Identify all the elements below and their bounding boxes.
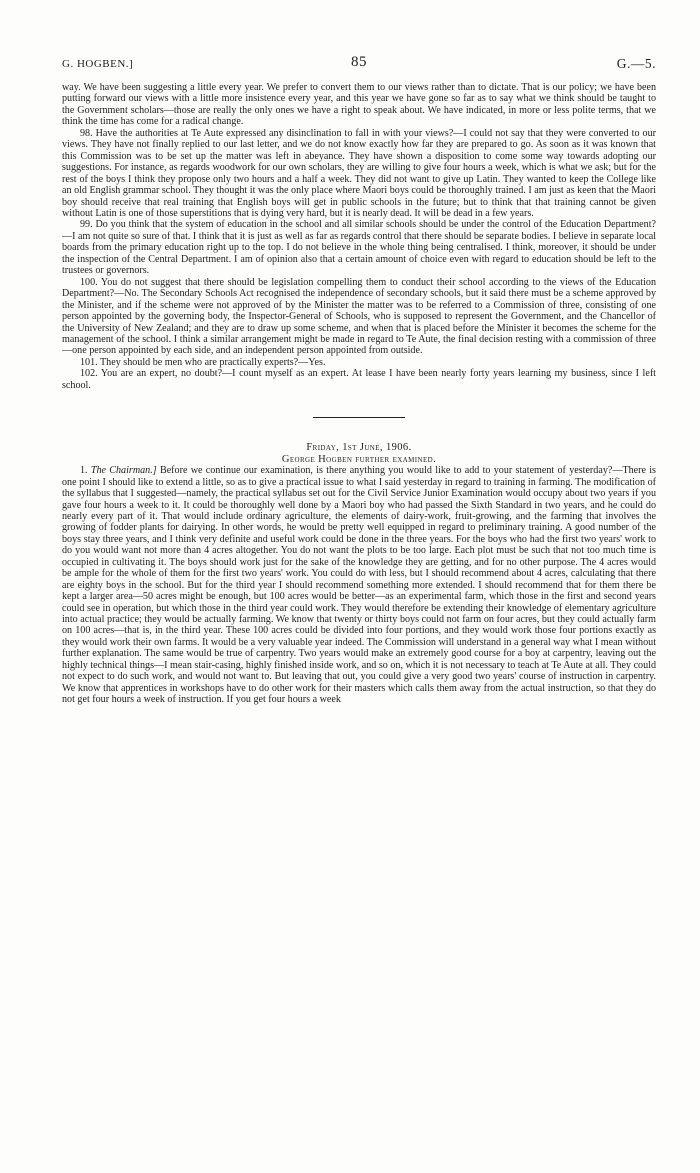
document-reference: G.—5. [616,56,656,71]
question-number: 1. [80,465,88,477]
header-author: G. HOGBEN.] [62,58,134,70]
question-102: 102. You are an expert, no doubt?—I count myself as an expert. At lease I have been nearly forty years learning my business, since I left school. [62,368,656,391]
paragraph-continued: way. We have been suggesting a little every year. We prefer to convert them to our views rather than to dictate. That is our policy; we have been putting forward our views with a little more insistence every year, and this year we have gone so far as to say what we think should be taught to the Government scholars—those are really the only ones we have a right to speak about. We have indicated, in more or less polite terms, that we think the time has come for a radical change. [62,82,656,128]
question-99: 99. Do you think that the system of education in the school and all similar schools should be under the control of the Education Department?—I am not quite so sure of that. I think that it is just as well as far as regards control that there should be separate bodies. I believe in separate local boards from the primary education right up to the top. I do not believe in the whole thing being centralised. I think, moreover, it should be under the inspection of the Central Department. I am of opinion also that a certain amount of choice even with regard to education should be left to the trustees or governors. [62,219,656,277]
question-text: Before we continue our examination, is there anything you would like to add to your statement of yesterday?—There is one point I should like to extend a little, so as to give a practical issue to what I said yesterday in regard to training in farming. The modification of the syllabus that I suggested—namely, the practical syllabus set out for the Civil Service Junior Examination would occupy about two years if you gave four hours a week to it. It could be thoroughly well done by a Maori boy who had passed the Sixth Standard in two years, and he could do nearly every part of it. That would include ordinary agriculture, the elements of dairy-work, fruit-growing, and the farming that involves the growing of fodder plants for dairying. In other words, he would be pretty well equipped in regard to preliminary training. A good number of the boys stay three years, and I think very definite and useful work could be done in the three years. For the boys who had the first two years' work to do you would want not more than 4 acres altogether. You do not want the plots to be too large. Each plot must be such that not too much time is occupied in cultivating it. The boys should work just for the sake of the knowledge they are getting, and for no other purpose. The 4 acres would be ample for the whole of them for the first two years' work. You could do with less, but I should recommend about 4 acres, calculating that there are eighty boys in the school. But for the third year I should recommend something more extended. I should recommend that for them there be kept a larger area—50 acres might be enough, but 100 acres would be better—as an experimental farm, which those in the first and second years could see in operation, but which those in the third year could work. They would therefore be extending their knowledge of elementary agriculture into actual practice; they would be actually farming. We know that twenty or thirty boys could not farm on four acres, but they could actually farm on 100 acres—that is, in the third year. These 100 acres could be divided into four portions, and they would work those four portions exactly as they would work their own farms. It would be a very valuable year indeed. The Commission will understand in a general way what I mean without further explanation. The same would be true of carpentry. Two years would make an extremely good course for a boy at carpentry, leaving out the highly technical things—I mean stair-casing, highly finished inside work, and so on, which it is not necessary to teach at Te Aute at all. They could not expect to do such work, and would not want to. But leaving that out, you could give a very good two years' course of instruction in carpentry. We know that apprentices in workshops have to do other work for their masters which calls them away from the actual instruction, so that they do not get four hours a week of instruction. If you get four hours a week [62,465,656,706]
question-1 [62,465,656,706]
section-subheading: George Hogben further examined. [281,453,437,465]
section-date: Friday, 1st June, 1906. [306,442,412,454]
document-body [62,82,656,706]
question-100: 100. You do not suggest that there should be legislation compelling them to conduct their school according to the views of the Education Department?—No. The Secondary Schools Act recognised the independence of secondary schools, but it said there must be a scheme approved by the Minister, and if the scheme were not approved of by the Minister the matter was to be referred to a Commission of three, consisting of one person appointed by the governing body, the Inspector-General of Schools, who is supposed to represent the Government, and the Chancellor of the University of New Zealand; and they are to draw up some scheme, and when that is placed before the Minister it becomes the scheme for the management of the school. I think a similar arrangement might be made in regard to Te Aute, the final decision resting with a commission of three—one person appointed by each side, and an independent person appointed from outside. [62,276,656,357]
page-number: 85 [351,54,367,70]
question-98: 98. Have the authorities at Te Aute expressed any disinclination to fall in with your views?—I could not say that they were converted to our views. They have not finally replied to our last letter, and we do not know exactly how far they are prepared to go. As soon as it was known that this Commission was to be set up the matter was left in abeyance. They have shown a disposition to come some way towards adopting our suggestions. For instance, as regards woodwork for our own scholars, they are willing to give four hours a week, which is what we ask; but for the rest of the boys I think they propose only two hours and a half a week. They did not want to give up Latin. They wanted to keep the College like an old English grammar school. They thought it was the only place where Maori boys could be thoroughly trained. I am just as keen that the Maori boy should receive that real training that English boys will get in public schools in the future; but to think that that training cannot be given without Latin is one of those superstitions that is dying very hard, but it is nearly dead. It will be dead in a few years. [62,127,656,219]
question-101: 101. They should be men who are practically experts?—Yes. [80,356,326,368]
page-header [62,56,656,76]
section-divider [313,417,405,418]
speaker-label: The Chairman.] [90,465,157,477]
